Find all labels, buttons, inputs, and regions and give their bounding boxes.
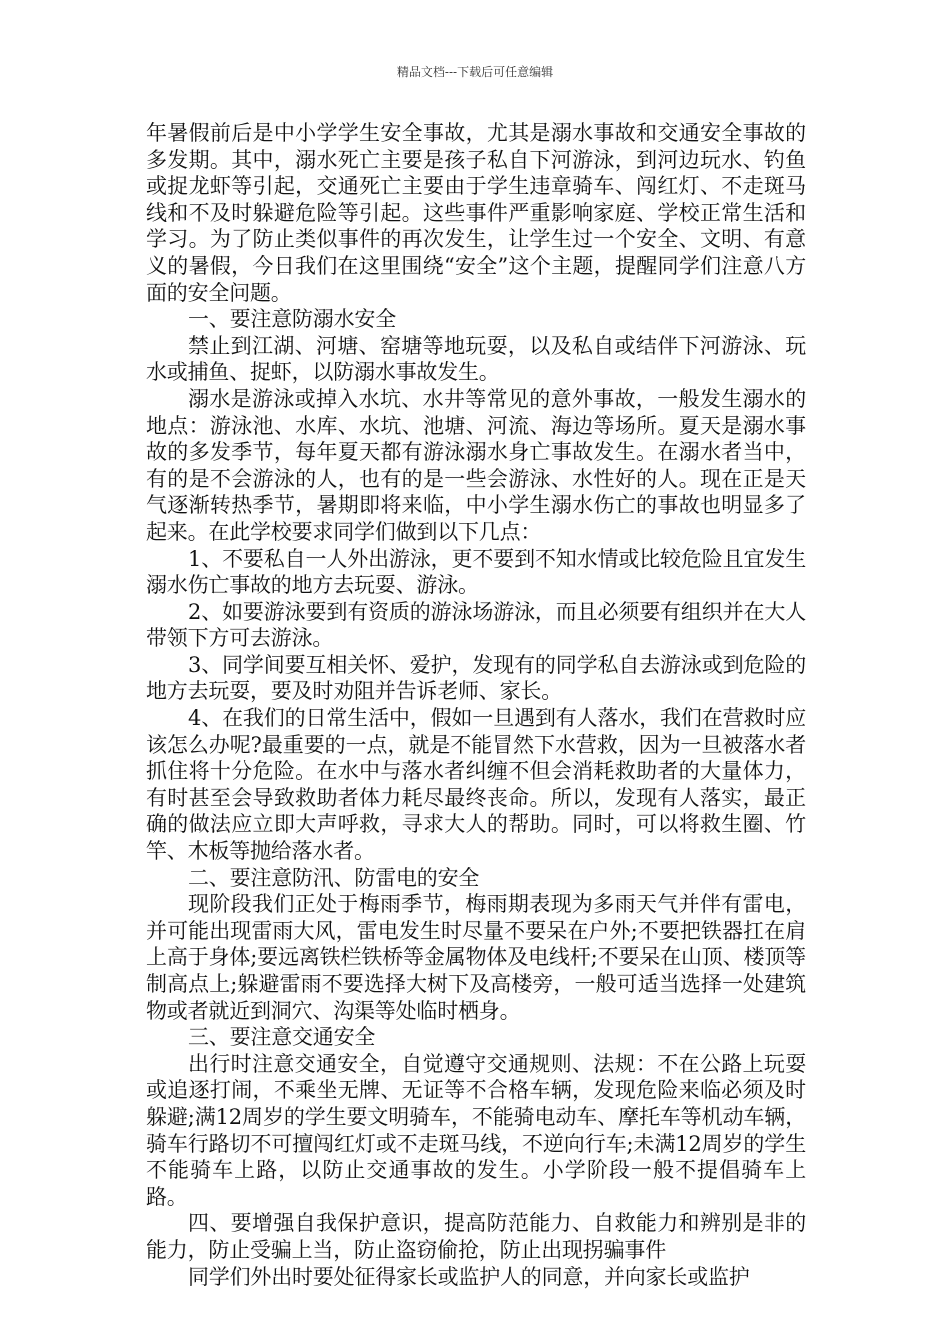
section-heading-self-protection: 四、要增强自我保护意识，提高防范能力、自救能力和辨别是非的能力，防止受骗上当，防止盗窃偷抢，防止出现拐骗事件 (146, 1211, 806, 1262)
list-item-3: 3、同学间要互相关怀、爱护，发现有的同学私自去游泳或到危险的地方去玩耍，要及时劝阻并告诉老师、家长。 (146, 652, 806, 704)
paragraph: 同学们外出时要处征得家长或监护人的同意，并向家长或监护 (188, 1264, 750, 1289)
paragraph: 禁止到江湖、河塘、窑塘等地玩耍，以及私自或结伴下河游泳、玩水或捕鱼、捉虾，以防溺水事故发生。 (146, 333, 806, 385)
section-heading-traffic: 三、要注意交通安全 (188, 1025, 376, 1050)
page-header: 精品文档---下载后可任意编辑 (396, 65, 554, 79)
list-item-1: 1、不要私自一人外出游泳，更不要到不知水情或比较危险且宜发生溺水伤亡事故的地方去玩耍、游泳。 (146, 546, 806, 598)
paragraph: 现阶段我们正处于梅雨季节，梅雨期表现为多雨天气并伴有雷电，并可能出现雷雨大风，雷电发生时尽量不要呆在户外;不要把铁器扛在肩上高于身体;要远离铁栏铁桥等金属物体及电线杆;不要呆在山顶、楼顶等制高点上;躲避雷雨不要选择大树下及高楼旁，一般可适当选择一处建筑物或者就近到洞穴、沟渠等处临时栖身。 (146, 892, 806, 1023)
document-body (146, 120, 806, 1290)
list-item-2: 2、如要游泳要到有资质的游泳场游泳，而且必须要有组织并在大人带领下方可去游泳。 (146, 599, 806, 651)
section-heading-flood-lightning: 二、要注意防汛、防雷电的安全 (188, 865, 480, 890)
paragraph: 溺水是游泳或掉入水坑、水井等常见的意外事故，一般发生溺水的地点：游泳池、水库、水坑、池塘、河流、海边等场所。夏天是溺水事故的多发季节，每年夏天都有游泳溺水身亡事故发生。在溺水者当中，有的是不会游泳的人，也有的是一些会游泳、水性好的人。现在正是天气逐渐转热季节，暑期即将来临，中小学生溺水伤亡的事故也明显多了起来。在此学校要求同学们做到以下几点： (146, 386, 806, 544)
intro-paragraph: 年暑假前后是中小学学生安全事故，尤其是溺水事故和交通安全事故的多发期。其中，溺水死亡主要是孩子私自下河游泳，到河边玩水、钓鱼或捉龙虾等引起，交通死亡主要由于学生违章骑车、闯红灯、不走斑马线和不及时躲避危险等引起。这些事件严重影响家庭、学校正常生活和学习。为了防止类似事件的再次发生，让学生过一个安全、文明、有意义的暑假，今日我们在这里围绕“安全”这个主题，提醒同学们注意八方面的安全问题。 (146, 121, 806, 305)
list-item-4: 4、在我们的日常生活中，假如一旦遇到有人落水，我们在营救时应该怎么办呢?最重要的一点，就是不能冒然下水营救，因为一旦被落水者抓住将十分危险。在水中与落水者纠缠不但会消耗救助者的大量体力，有时甚至会导致救助者体力耗尽最终丧命。所以，发现有人落实，最正确的做法应立即大声呼救，寻求大人的帮助。同时，可以将救生圈、竹竿、木板等抛给落水者。 (146, 706, 806, 864)
paragraph: 出行时注意交通安全，自觉遵守交通规则、法规：不在公路上玩耍或追逐打闹，不乘坐无牌、无证等不合格车辆，发现危险来临必须及时躲避;满12周岁的学生要文明骑车，不能骑电动车、摩托车等机动车辆，骑车行路切不可擅闯红灯或不走斑马线，不逆向行车;未满12周岁的学生不能骑车上路，以防止交通事故的发生。小学阶段一般不提倡骑车上路。 (146, 1051, 806, 1209)
section-heading-drowning: 一、要注意防溺水安全 (188, 307, 396, 332)
